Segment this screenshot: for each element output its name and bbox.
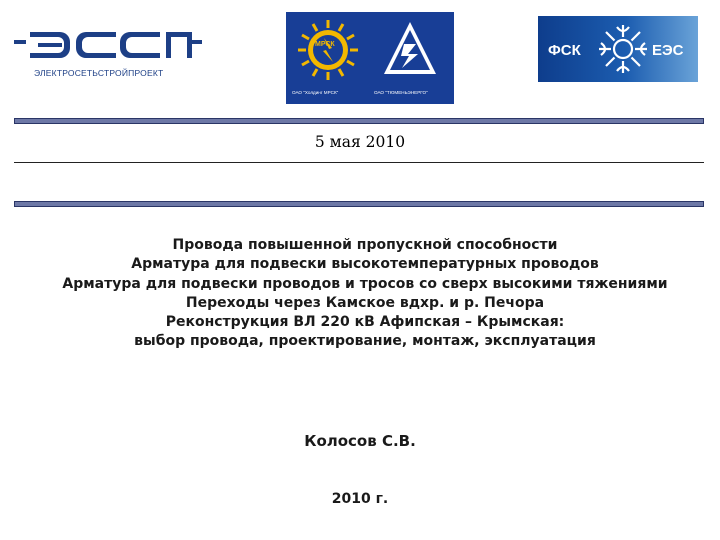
topic-line: Провода повышенной пропускной способности <box>172 237 558 253</box>
presentation-topics <box>0 236 720 352</box>
presentation-year: 2010 г. <box>331 491 389 507</box>
mrsk-caption-left: ОАО "Холдинг МРСК" <box>292 90 339 95</box>
header-bar-top <box>14 118 704 124</box>
topic-line: Арматура для подвески высокотемпературных проводов <box>131 256 599 273</box>
topic-line: Реконструкция ВЛ 220 кВ Афипская – Крымская: <box>165 314 565 331</box>
topic-line: Переходы через Камское вдхр. и р. Печора <box>185 294 545 311</box>
date-divider <box>14 162 704 163</box>
fsk-ees-logo <box>538 16 698 82</box>
mrsk-tyumenenergo-logo <box>286 12 454 104</box>
mrsk-badge-text: МРСК <box>315 41 335 48</box>
header-bar-bottom <box>14 201 704 207</box>
fsk-right-word: ЕЭС <box>652 42 684 59</box>
mrsk-caption-right: ОАО "ТЮМЕНЬЭНЕРГО" <box>374 90 428 95</box>
fsk-emblem-graphic <box>596 22 650 76</box>
topic-line: выбор провода, проектирование, монтаж, эксплуатация <box>134 333 596 350</box>
essp-caption: ЭЛЕКТРОСЕТЬСТРОЙПРОЕКТ <box>34 68 164 78</box>
presentation-date: 5 мая 2010 <box>314 133 406 151</box>
essp-logo <box>12 24 202 84</box>
essp-wordmark-graphic <box>12 24 202 68</box>
mrsk-emblem-graphic <box>286 12 454 90</box>
topic-line: Арматура для подвески проводов и тросов со сверх высокими тяжениями <box>62 275 668 292</box>
fsk-left-word: ФСК <box>548 42 581 59</box>
author-name: Колосов С.В. <box>304 432 416 450</box>
